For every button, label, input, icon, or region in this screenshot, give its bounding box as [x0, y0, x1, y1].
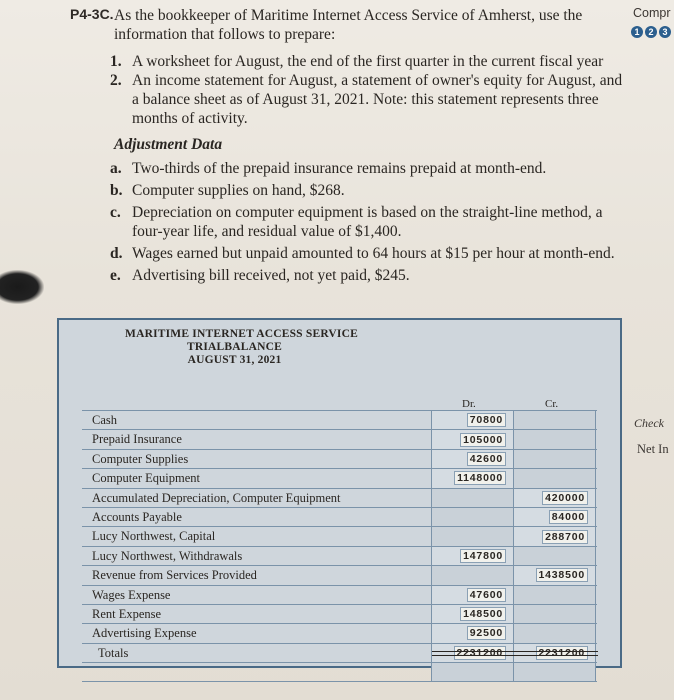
- credit-cell: [514, 450, 596, 468]
- debit-cell: [432, 508, 514, 526]
- adjustment-text: Advertising bill received, not yet paid, $245.: [132, 267, 410, 284]
- debit-cell: [432, 489, 514, 507]
- credit-cell: [514, 566, 596, 584]
- empty-row: [82, 663, 597, 682]
- account-name: Accumulated Depreciation, Computer Equipment: [82, 489, 432, 507]
- credit-cell: [514, 489, 596, 507]
- table-row: [82, 586, 597, 605]
- requirement-number: 2.: [110, 72, 122, 89]
- table-row: [82, 410, 597, 430]
- account-name: Lucy Northwest, Capital: [82, 527, 432, 545]
- requirement-number: 1.: [110, 53, 122, 70]
- debit-cell: [432, 430, 514, 448]
- credit-cell: [514, 430, 596, 448]
- debit-amount: 70800: [467, 413, 506, 427]
- credit-cell: [514, 527, 596, 545]
- account-name: Prepaid Insurance: [82, 430, 432, 448]
- adjustment-item: [110, 203, 625, 241]
- credit-amount: 1438500: [536, 568, 588, 582]
- debit-cell: [432, 469, 514, 487]
- credit-column-header: Cr.: [545, 398, 559, 410]
- account-name: Computer Supplies: [82, 450, 432, 468]
- credit-cell: [514, 469, 596, 487]
- worksheet-company: MARITIME INTERNET ACCESS SERVICE: [125, 328, 358, 340]
- table-row: [82, 450, 597, 469]
- problem-id: P4-3C.: [70, 6, 114, 22]
- empty-cell: [432, 663, 514, 681]
- side-label-check: Check: [634, 416, 664, 430]
- debit-column-header: Dr.: [462, 398, 476, 410]
- side-label-top: Compr: [633, 6, 671, 20]
- table-row: [82, 489, 597, 508]
- requirement-text: An income statement for August, a statement of owner's equity for August, and a balance sheet as of August 31, 2021. Note: this statement represents three months of activity.: [132, 72, 623, 127]
- account-name: Lucy Northwest, Withdrawals: [82, 547, 432, 565]
- account-name: Advertising Expense: [82, 624, 432, 642]
- debit-amount: 92500: [467, 626, 506, 640]
- debit-cell: [432, 527, 514, 545]
- empty-cell: [514, 663, 596, 681]
- table-row: [82, 547, 597, 566]
- debit-amount: 47600: [467, 588, 506, 602]
- adjustment-text: Wages earned but unpaid amounted to 64 hours at $15 per hour at month-end.: [132, 245, 615, 262]
- adjustment-letter: d.: [110, 245, 123, 262]
- credit-cell: [514, 605, 596, 623]
- worksheet: [57, 318, 622, 668]
- account-name: Cash: [82, 411, 432, 429]
- requirement-item: [110, 52, 625, 71]
- credit-cell: [514, 508, 596, 526]
- adjustment-letter: a.: [110, 160, 122, 177]
- debit-total-double-rule: [432, 651, 515, 656]
- table-row: [82, 508, 597, 527]
- requirement-text: A worksheet for August, the end of the first quarter in the current fiscal year: [132, 53, 604, 70]
- credit-total-double-rule: [515, 651, 598, 656]
- adjustment-letter: b.: [110, 182, 123, 199]
- requirement-item: [110, 71, 625, 128]
- adjustment-text: Depreciation on computer equipment is based on the straight-line method, a four-year life, and residual value of $1,400.: [132, 204, 603, 240]
- empty-cell: [82, 663, 432, 681]
- debit-cell: [432, 586, 514, 604]
- adjustment-item: [110, 159, 625, 178]
- debit-cell: [432, 450, 514, 468]
- trial-balance-grid: [82, 410, 597, 682]
- credit-amount: 2231200: [536, 646, 588, 660]
- account-name: Wages Expense: [82, 586, 432, 604]
- table-row: [82, 605, 597, 624]
- lo-badge: 1: [631, 26, 643, 38]
- credit-cell: [514, 411, 596, 429]
- table-row: [82, 469, 597, 488]
- thumb-shadow: [0, 270, 44, 304]
- adjustment-text: Two-thirds of the prepaid insurance remains prepaid at month-end.: [132, 160, 547, 177]
- credit-amount: 84000: [549, 510, 588, 524]
- requirements-list: [110, 52, 625, 128]
- adjustment-text: Computer supplies on hand, $268.: [132, 182, 345, 199]
- table-row: [82, 624, 597, 643]
- adjustment-letter: e.: [110, 267, 121, 284]
- debit-cell: [432, 547, 514, 565]
- lo-badge: 3: [659, 26, 671, 38]
- table-row: [82, 430, 597, 449]
- credit-cell: [514, 547, 596, 565]
- adjustment-letter: c.: [110, 204, 121, 221]
- credit-cell: [514, 586, 596, 604]
- debit-cell: [432, 411, 514, 429]
- adjustment-data-title: Adjustment Data: [114, 136, 223, 153]
- worksheet-date: AUGUST 31, 2021: [187, 354, 282, 366]
- account-name: Revenue from Services Provided: [82, 566, 432, 584]
- credit-amount: 420000: [542, 491, 588, 505]
- lo-badge: 2: [645, 26, 657, 38]
- worksheet-heading: [59, 328, 624, 367]
- table-row: [82, 527, 597, 546]
- problem-intro: As the bookkeeper of Maritime Internet Access Service of Amherst, use the information that follows to prepare:: [114, 7, 583, 43]
- adjustment-item: [110, 266, 625, 285]
- debit-amount: 147800: [460, 549, 506, 563]
- debit-amount: 2231200: [454, 646, 506, 660]
- debit-amount: 148500: [460, 607, 506, 621]
- account-name: Accounts Payable: [82, 508, 432, 526]
- account-name: Computer Equipment: [82, 469, 432, 487]
- debit-cell: [432, 624, 514, 642]
- credit-amount: 288700: [542, 530, 588, 544]
- debit-amount: 105000: [460, 433, 506, 447]
- account-name: Totals: [82, 644, 432, 662]
- debit-cell: [432, 605, 514, 623]
- debit-cell: [432, 566, 514, 584]
- debit-amount: 1148000: [454, 471, 506, 485]
- worksheet-report-title: TRIALBALANCE: [186, 341, 283, 353]
- learning-objective-badges: [631, 26, 671, 38]
- account-name: Rent Expense: [82, 605, 432, 623]
- side-label-net: Net In: [637, 442, 669, 456]
- debit-amount: 42600: [467, 452, 506, 466]
- credit-cell: [514, 624, 596, 642]
- adjustment-item: [110, 181, 625, 200]
- table-row: [82, 566, 597, 585]
- adjustment-list: [110, 159, 625, 288]
- adjustment-item: [110, 244, 625, 263]
